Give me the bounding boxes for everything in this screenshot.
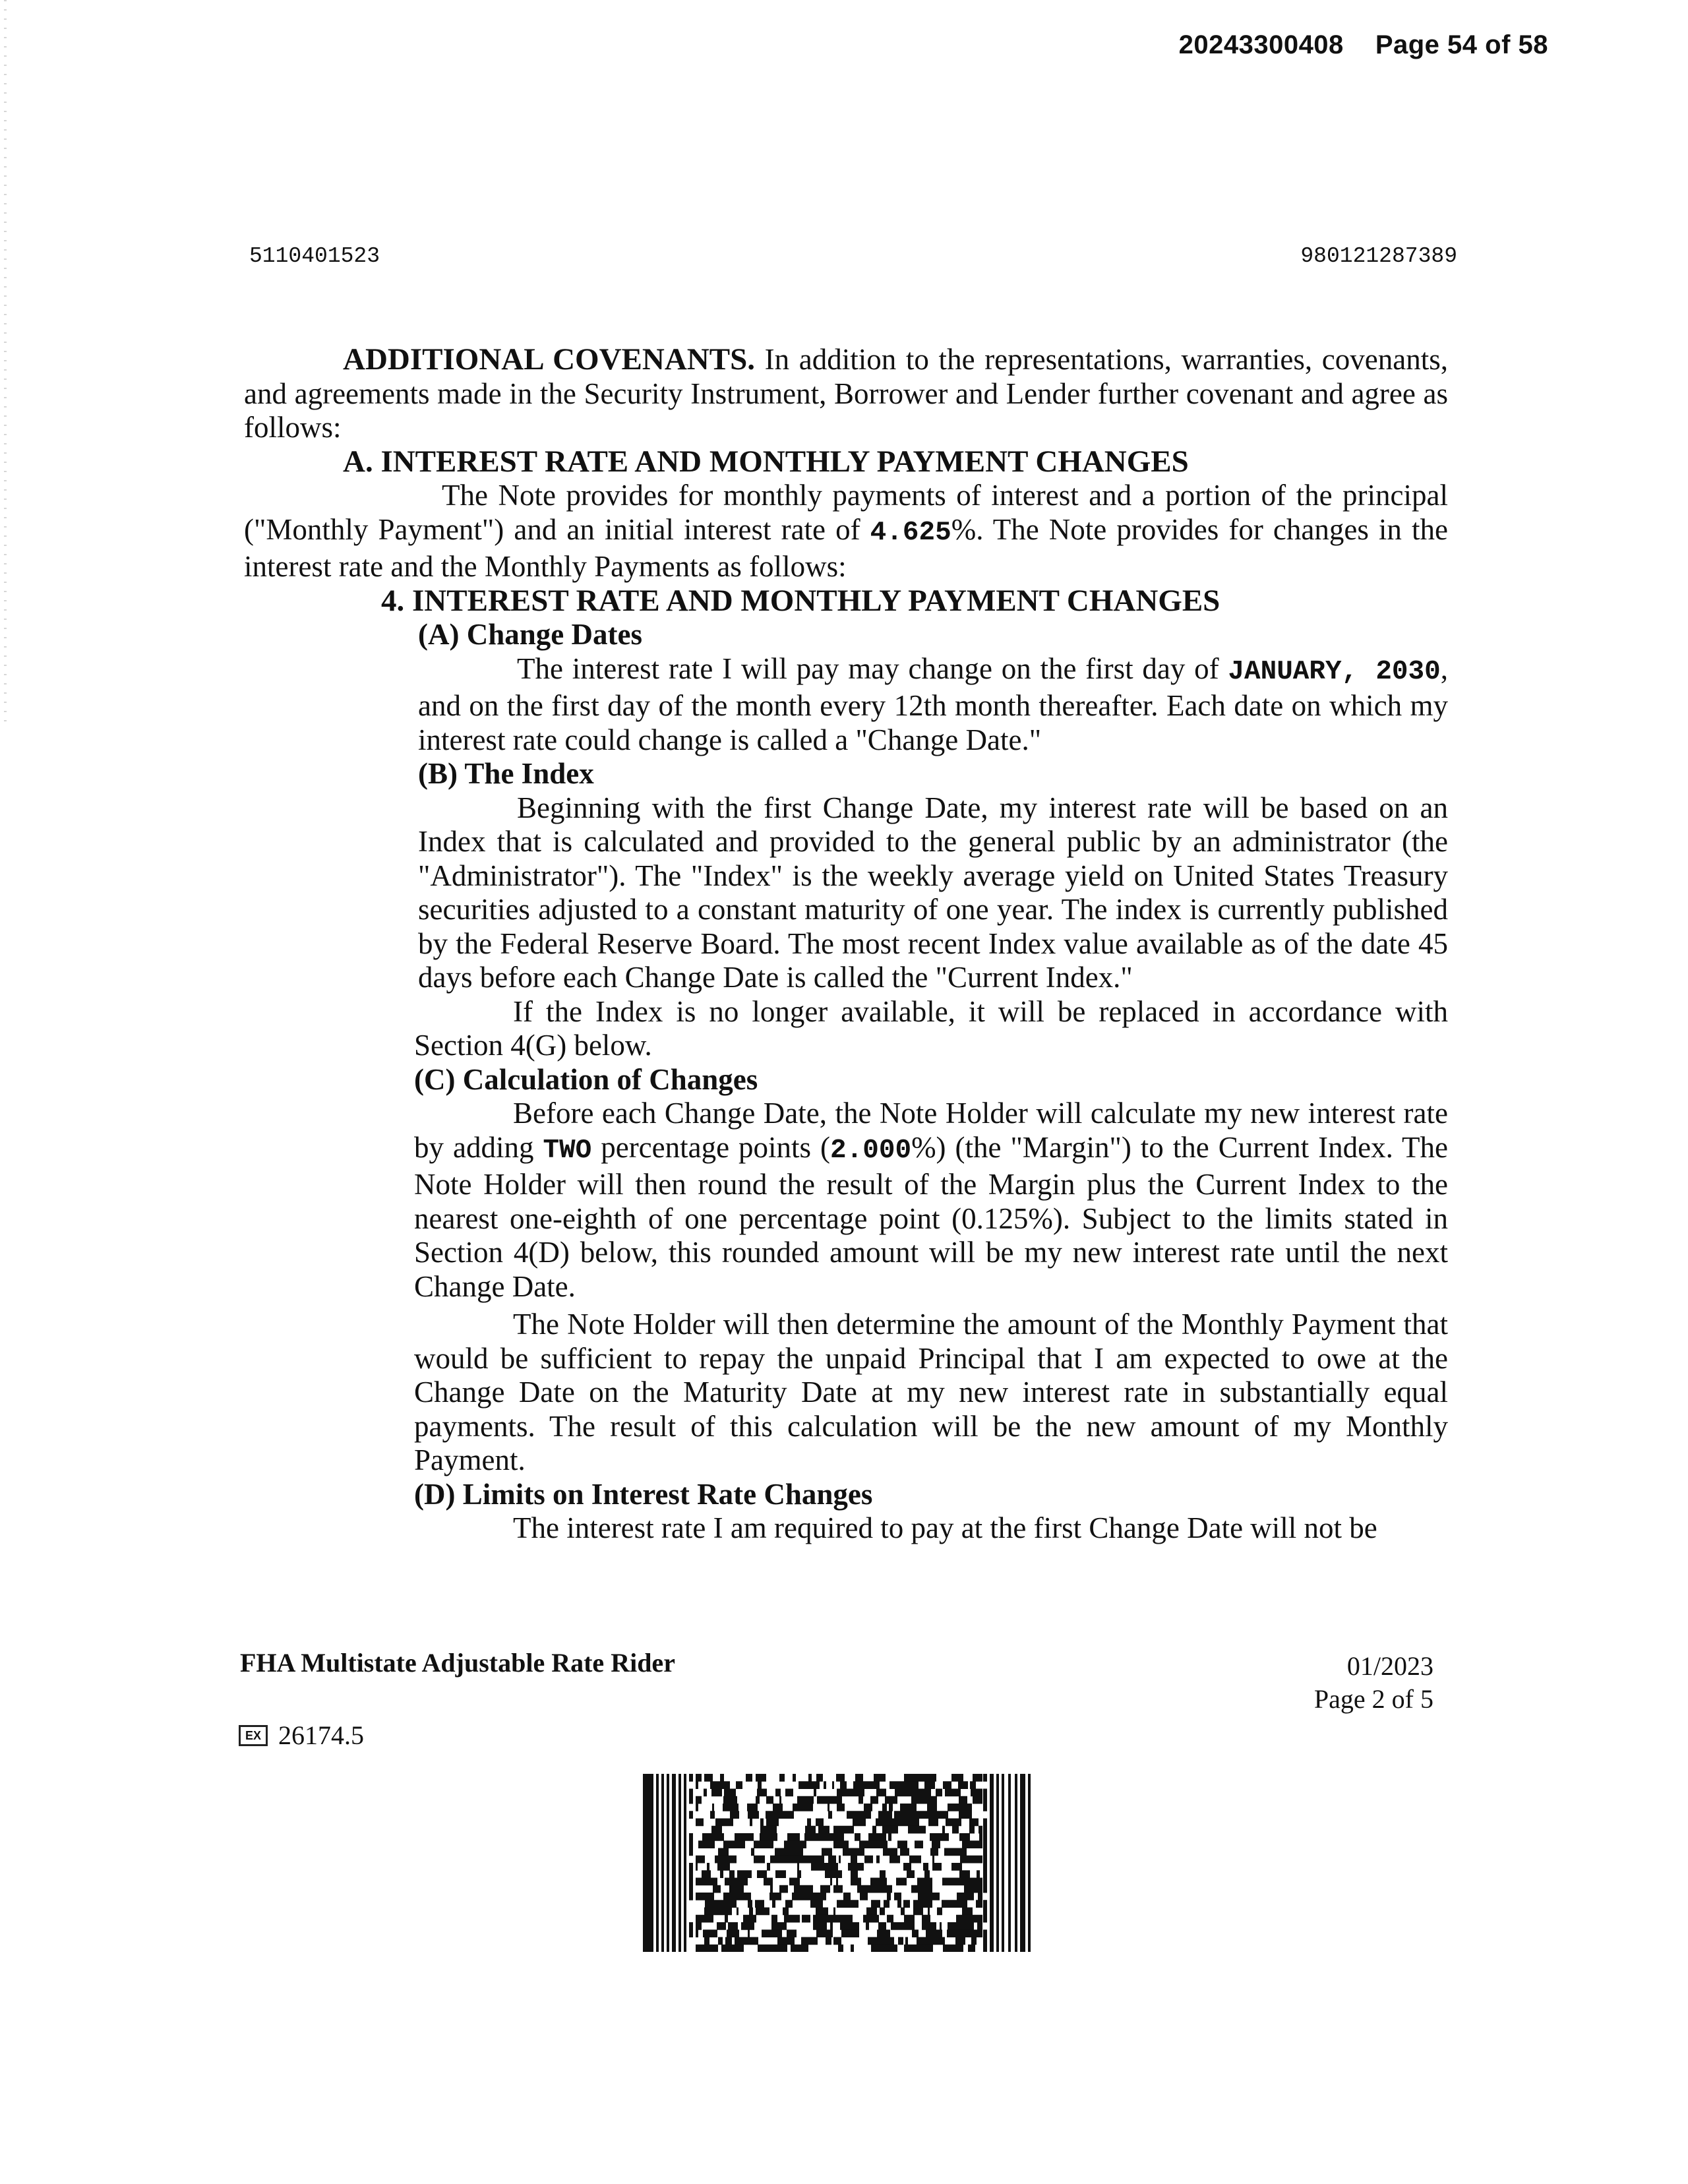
document-number: 20243300408	[1178, 30, 1344, 59]
document-body	[244, 343, 1448, 1546]
change-dates-text-cont: , and on the first day of the month every 12th month thereafter. Each date on which my interest rate could change is called a "Change Date."	[418, 652, 1448, 756]
monthly-payment-paragraph: The Note Holder will then determine the amount of the Monthly Payment that would be sufficient to repay the unpaid Principal that I am expected to owe at the Change Date on the Maturity Date at my new interest rate in substantially equal payments. The result of this calculation will be the new amount of my Monthly Payment.	[414, 1308, 1448, 1476]
page-counter: Page 54 of 58	[1375, 30, 1548, 59]
margin-words: TWO	[543, 1135, 592, 1166]
pdf417-barcode	[643, 1774, 1032, 1952]
form-date: 01/2023	[1346, 1651, 1433, 1681]
scan-edge-marks	[4, 0, 7, 725]
limits-heading: (D) Limits on Interest Rate Changes	[414, 1477, 873, 1511]
initial-rate: 4.625	[870, 517, 951, 548]
first-change-date: JANUARY, 2030	[1228, 656, 1441, 687]
index-replacement-paragraph: If the Index is no longer available, it will be replaced in accordance with Section 4(G) below.	[414, 994, 1448, 1062]
calculation-text: Before each Change Date, the Note Holder will calculate my new interest rate by adding	[414, 1097, 1448, 1164]
form-date-page	[1314, 1650, 1433, 1716]
section-a-text: The Note provides for monthly payments of interest and a portion of the principal ("Monthly Payment") and an initial interest rate of	[244, 479, 1448, 546]
loan-number: 5110401523	[249, 244, 380, 268]
form-page: Page 2 of 5	[1313, 1684, 1433, 1714]
index-heading: (B) The Index	[418, 757, 594, 790]
min-number: 980121287389	[1300, 244, 1457, 268]
change-dates-heading: (A) Change Dates	[418, 618, 642, 651]
intro-text: In addition to the representations, warranties, covenants, and agreements made in the Security Instrument, Borrower and Lender further covenant and agree as follows:	[244, 343, 1448, 444]
calculation-heading: (C) Calculation of Changes	[414, 1062, 758, 1096]
intro-paragraph	[244, 343, 1448, 445]
recording-stamp	[1179, 30, 1548, 60]
calculation-text-c: %) (the "Margin") to the Current Index. The Note Holder will then round the result of the Margin plus the Current Index to the nearest one-eighth of one percentage point (0.125%). Subject to the limits stated in Section 4(D) below, this rounded amount will be my new interest rate until the next Change Date.	[414, 1130, 1448, 1303]
calculation-paragraph	[244, 1097, 1448, 1304]
form-number-line	[239, 1720, 364, 1751]
margin-number: 2.000	[830, 1135, 912, 1166]
limits-paragraph: The interest rate I am required to pay at the first Change Date will not be	[513, 1511, 1377, 1544]
change-dates-paragraph	[244, 652, 1448, 758]
section-a-heading: A. INTEREST RATE AND MONTHLY PAYMENT CHANGES	[343, 444, 1189, 479]
calculation-text-b: percentage points (	[591, 1130, 831, 1164]
form-number: 26174.5	[278, 1720, 364, 1750]
form-title: FHA Multistate Adjustable Rate Rider	[240, 1648, 675, 1678]
section-a-paragraph	[244, 479, 1448, 584]
section-a-text-cont: %. The Note provides for changes in the interest rate and the Monthly Payments as follows:	[244, 512, 1448, 583]
intro-heading: ADDITIONAL COVENANTS.	[343, 342, 755, 377]
form-logo-icon: EX	[239, 1725, 268, 1746]
change-dates-text: The interest rate I will pay may change on the first day of	[517, 652, 1228, 685]
index-paragraph: Beginning with the first Change Date, my interest rate will be based on an Index that is calculated and provided to the general public by an administrator (the "Administrator"). The "Index" is the weekly average yield on United States Treasury securities adjusted to a constant maturity of one year. The index is currently published by the Federal Reserve Board. The most recent Index value available as of the date 45 days before each Change Date is called the "Current Index."	[418, 791, 1448, 994]
section-4-heading: 4. INTEREST RATE AND MONTHLY PAYMENT CHANGES	[381, 583, 1221, 618]
